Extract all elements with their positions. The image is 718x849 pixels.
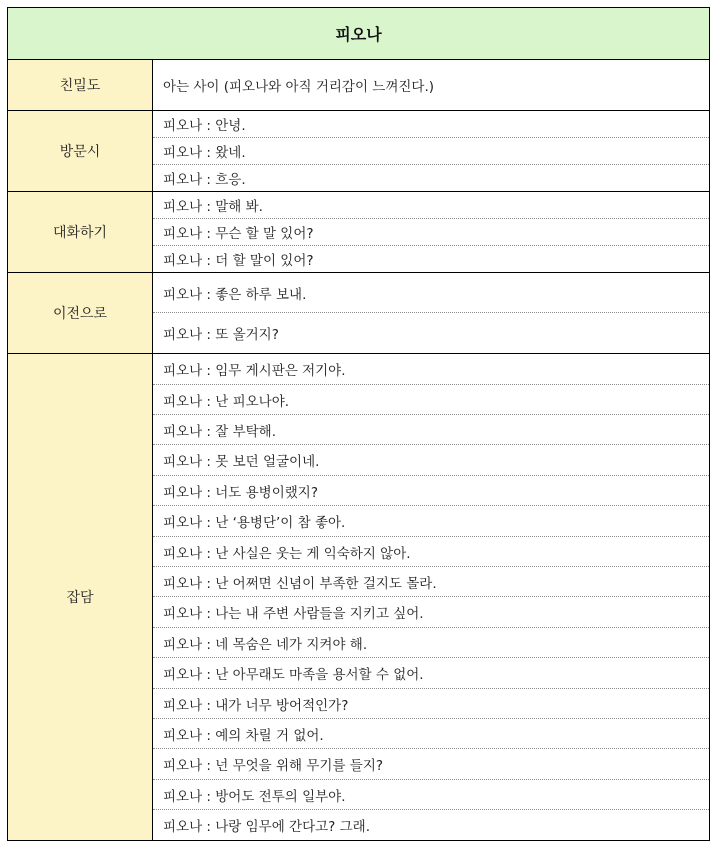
- dialogue-line: 피오나 : 넌 무엇을 위해 무기를 들지?: [153, 749, 709, 780]
- dialogue-line: 피오나 : 흐응.: [163, 172, 246, 188]
- dialogue-line: 피오나 : 말해 봐.: [153, 192, 709, 219]
- dialogue-line: 피오나 : 네 목숨은 네가 지켜야 해.: [153, 628, 709, 658]
- dialogue-line: 피오나 : 난 사실은 웃는 게 익숙하지 않아.: [153, 537, 709, 567]
- dialogue-line: 피오나 : 무슨 할 말 있어?: [153, 219, 709, 246]
- intimacy-row: [8, 60, 709, 111]
- section-label: 대화하기: [8, 192, 153, 272]
- dialogue-line: 피오나 : 왔네.: [153, 138, 709, 165]
- dialogue-line: 피오나 : 난 어쩌면 신념이 부족한 걸지도 몰라.: [153, 567, 709, 597]
- dialogue-line: 피오나 : 나랑 임무에 간다고? 그래.: [163, 819, 370, 835]
- section-label: 방문시: [8, 111, 153, 191]
- section-row-visit: [8, 111, 709, 192]
- dialogue-line: 피오나 : 못 보던 얼굴이네.: [153, 445, 709, 476]
- intimacy-label: 친밀도: [8, 60, 153, 110]
- dialogue-line: 피오나 : 예의 차릴 거 없어.: [153, 719, 709, 749]
- section-row-chat: [8, 354, 709, 840]
- dialogue-line: 피오나 : 임무 게시판은 저기야.: [153, 354, 709, 385]
- dialogue-line: 피오나 : 또 올거지?: [163, 327, 279, 343]
- section-row-back: [8, 273, 709, 354]
- dialogue-line: 피오나 : 난 피오나야.: [153, 385, 709, 415]
- dialogue-line: 피오나 : 방어도 전투의 일부야.: [153, 780, 709, 810]
- section-label: 이전으로: [8, 273, 153, 353]
- npc-dialogue-table: [7, 7, 710, 841]
- intimacy-value: 아는 사이 (피오나와 아직 거리감이 느껴진다.): [163, 79, 435, 95]
- dialogue-line: 피오나 : 난 아무래도 마족을 용서할 수 없어.: [153, 658, 709, 689]
- dialogue-line: 피오나 : 나는 내 주변 사람들을 지키고 싶어.: [153, 597, 709, 628]
- dialogue-line: 피오나 : 더 할 말이 있어?: [163, 253, 314, 269]
- dialogue-line: 피오나 : 너도 용병이랬지?: [153, 476, 709, 506]
- dialogue-line: 피오나 : 안녕.: [153, 111, 709, 138]
- dialogue-line: 피오나 : 잘 부탁해.: [153, 415, 709, 445]
- dialogue-line: 피오나 : 난 ‘용병단’이 참 좋아.: [153, 506, 709, 537]
- dialogue-line: 피오나 : 내가 너무 방어적인가?: [153, 689, 709, 719]
- table-title: 피오나: [8, 8, 709, 60]
- section-label: 잡담: [8, 354, 153, 840]
- section-row-talk: [8, 192, 709, 273]
- dialogue-line: 피오나 : 좋은 하루 보내.: [153, 273, 709, 313]
